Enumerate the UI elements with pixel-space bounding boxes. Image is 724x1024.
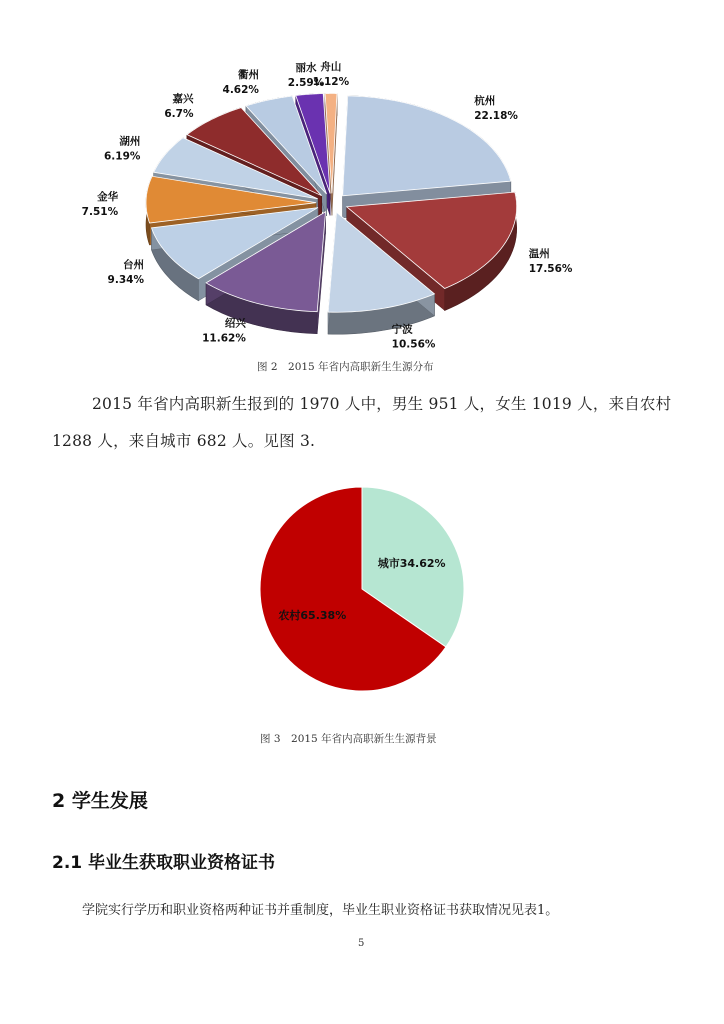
pie-label-name-8: 衢州 [237,69,259,82]
page-number: 5 [358,938,365,949]
figure-2-caption: 图 2 2015 年省内高职新生生源分布 [257,361,434,373]
pie-label-pct-7: 6.7% [164,107,194,120]
pie-label-name-6: 湖州 [119,135,141,148]
pie-label-pct-6: 6.19% [103,150,141,163]
pie-label-name-4: 台州 [122,259,144,272]
pie-label-name-1: 温州 [528,247,550,260]
pie-label-pct-2: 10.56% [391,338,436,351]
background-label-1: 农村65.38% [278,609,347,623]
pie-label-pct-0: 22.18% [474,109,518,122]
pie-label-name-0: 杭州 [474,94,496,107]
pie-label-pct-3: 11.62% [202,332,246,345]
background-label-0: 城市34.62% [377,556,446,570]
pie-label-name-9: 丽水 [295,61,317,74]
paragraph-line-1: 2015 年省内高职新生报到的 1970 人中，男生 951 人，女生 1019 人，来自农村 [92,395,672,413]
pie-label-pct-1: 17.56% [528,262,573,275]
subsection-heading: 2.1 毕业生获取职业资格证书 [52,853,276,873]
pie-label-pct-4: 9.34% [107,274,144,287]
figure-3-caption: 图 3 2015 年省内高职新生生源背景 [260,733,437,745]
pie-label-name-7: 嘉兴 [172,92,194,105]
pie-label-pct-10: 1.12% [312,76,350,89]
pie-label-name-2: 宁波 [391,323,413,336]
pie-label-pct-5: 7.51% [81,205,119,218]
section-heading: 2 学生发展 [52,790,148,812]
pie-label-pct-8: 4.62% [222,84,259,97]
pie-label-pct-9: 2.59% [287,76,325,89]
paragraph-2: 学院实行学历和职业资格两种证书并重制度，毕业生职业资格证书获取情况见表1。 [82,903,559,918]
paragraph-line-2: 1288 人，来自城市 682 人。见图 3. [52,432,316,450]
pie-label-name-5: 金华 [97,190,119,203]
pie-label-name-3: 绍兴 [224,317,246,330]
pie-label-name-10: 舟山 [320,61,342,74]
